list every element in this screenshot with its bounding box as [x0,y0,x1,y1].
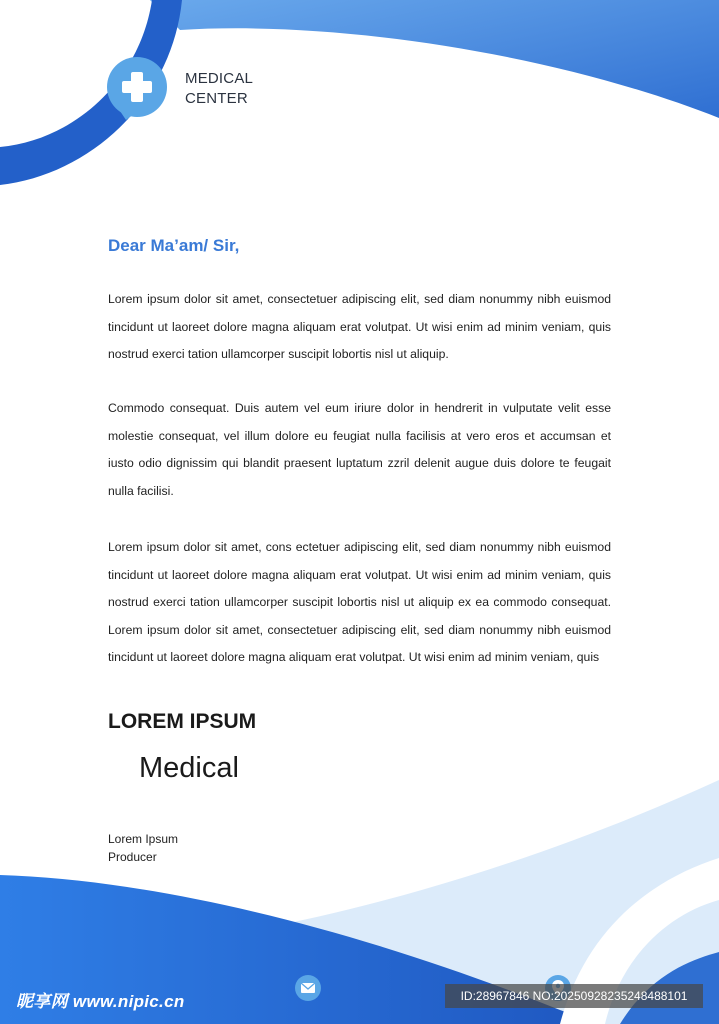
paragraph-2: Commodo consequat. Duis autem vel eum iriure dolor in hendrerit in vulputate velit esse molestie consequat, vel illum dolore eu feugiat nulla facilisis at vero eros et accumsan et iusto odio dignissim qui blandit praesent luptatum zzril delenit augue duis dolore te feugait nulla facilisi. [108,401,611,498]
logo-line-1: MEDICAL [185,70,254,87]
watermark-id: ID:28967846 NO:20250928235248488101 [445,984,703,1008]
mail-icon [294,974,322,1002]
signature-title: LOREM IPSUM [108,710,257,733]
greeting: Dear Ma’am/ Sir, [108,236,240,255]
watermark-site: 昵享网 www.nipic.cn [16,992,185,1011]
paragraph-1: Lorem ipsum dolor sit amet, consectetuer adipiscing elit, sed diam nonummy nibh euismod tincidunt ut laoreet dolore magna aliquam erat volutpat. Ut wisi enim ad minim veniam, quis nostrud exerci tation ullamcorper suscipit lobortis nisl ut aliquip. [108,292,611,361]
logo-text [185,69,253,109]
paragraph-3: Lorem ipsum dolor sit amet, cons ectetuer adipiscing elit, sed diam nonummy nibh euismod tincidunt ut laoreet dolore magna aliquam erat volutpat. Ut wisi enim ad minim veniam, quis nostrud exerci tation ullamcorper suscipit lobortis nisl ut aliquip ex ea commodo consequat. Lorem ipsum dolor sit amet, consectetuer adipiscing elit, sed diam nonummy nibh euismod tincidunt ut laoreet dolore magna aliquam erat volutpat. Ut wisi enim ad minim veniam, quis [108,540,611,664]
signatory-name: Lorem Ipsum [108,832,179,846]
signature-script: Medical [139,752,239,784]
signatory-role: Producer [108,850,157,864]
logo-line-2: CENTER [185,90,248,107]
medical-cross-logo-icon [106,56,170,126]
